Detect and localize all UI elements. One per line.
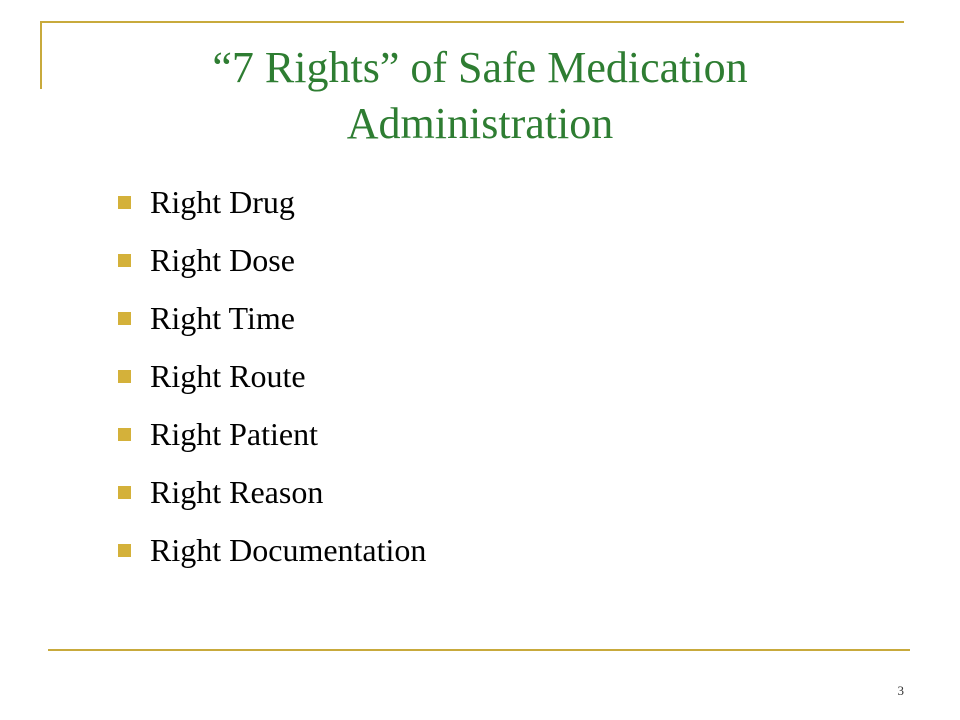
square-bullet-icon [118, 254, 131, 267]
bullet-text: Right Reason [150, 474, 324, 510]
slide-title: “7 Rights” of Safe Medication Administration [212, 43, 748, 148]
square-bullet-icon [118, 370, 131, 383]
page-number: 3 [897, 683, 904, 698]
bullet-text: Right Time [150, 300, 295, 336]
bullet-text: Right Route [150, 358, 306, 394]
square-bullet-icon [118, 196, 131, 209]
square-bullet-icon [118, 428, 131, 441]
frame-top-rule [40, 21, 904, 23]
square-bullet-icon [118, 312, 131, 325]
bullet-text: Right Dose [150, 242, 295, 278]
bullet-list [118, 173, 426, 579]
square-bullet-icon [118, 544, 131, 557]
list-item [118, 231, 426, 289]
list-item [118, 463, 426, 521]
square-bullet-icon [118, 486, 131, 499]
list-item [118, 521, 426, 579]
list-item [118, 347, 426, 405]
list-item [118, 173, 426, 231]
list-item [118, 405, 426, 463]
frame-bottom-rule [48, 649, 910, 651]
bullet-text: Right Drug [150, 184, 295, 220]
list-item [118, 289, 426, 347]
bullet-text: Right Patient [150, 416, 318, 452]
frame-left-rule [40, 21, 42, 89]
bullet-text: Right Documentation [150, 532, 427, 568]
